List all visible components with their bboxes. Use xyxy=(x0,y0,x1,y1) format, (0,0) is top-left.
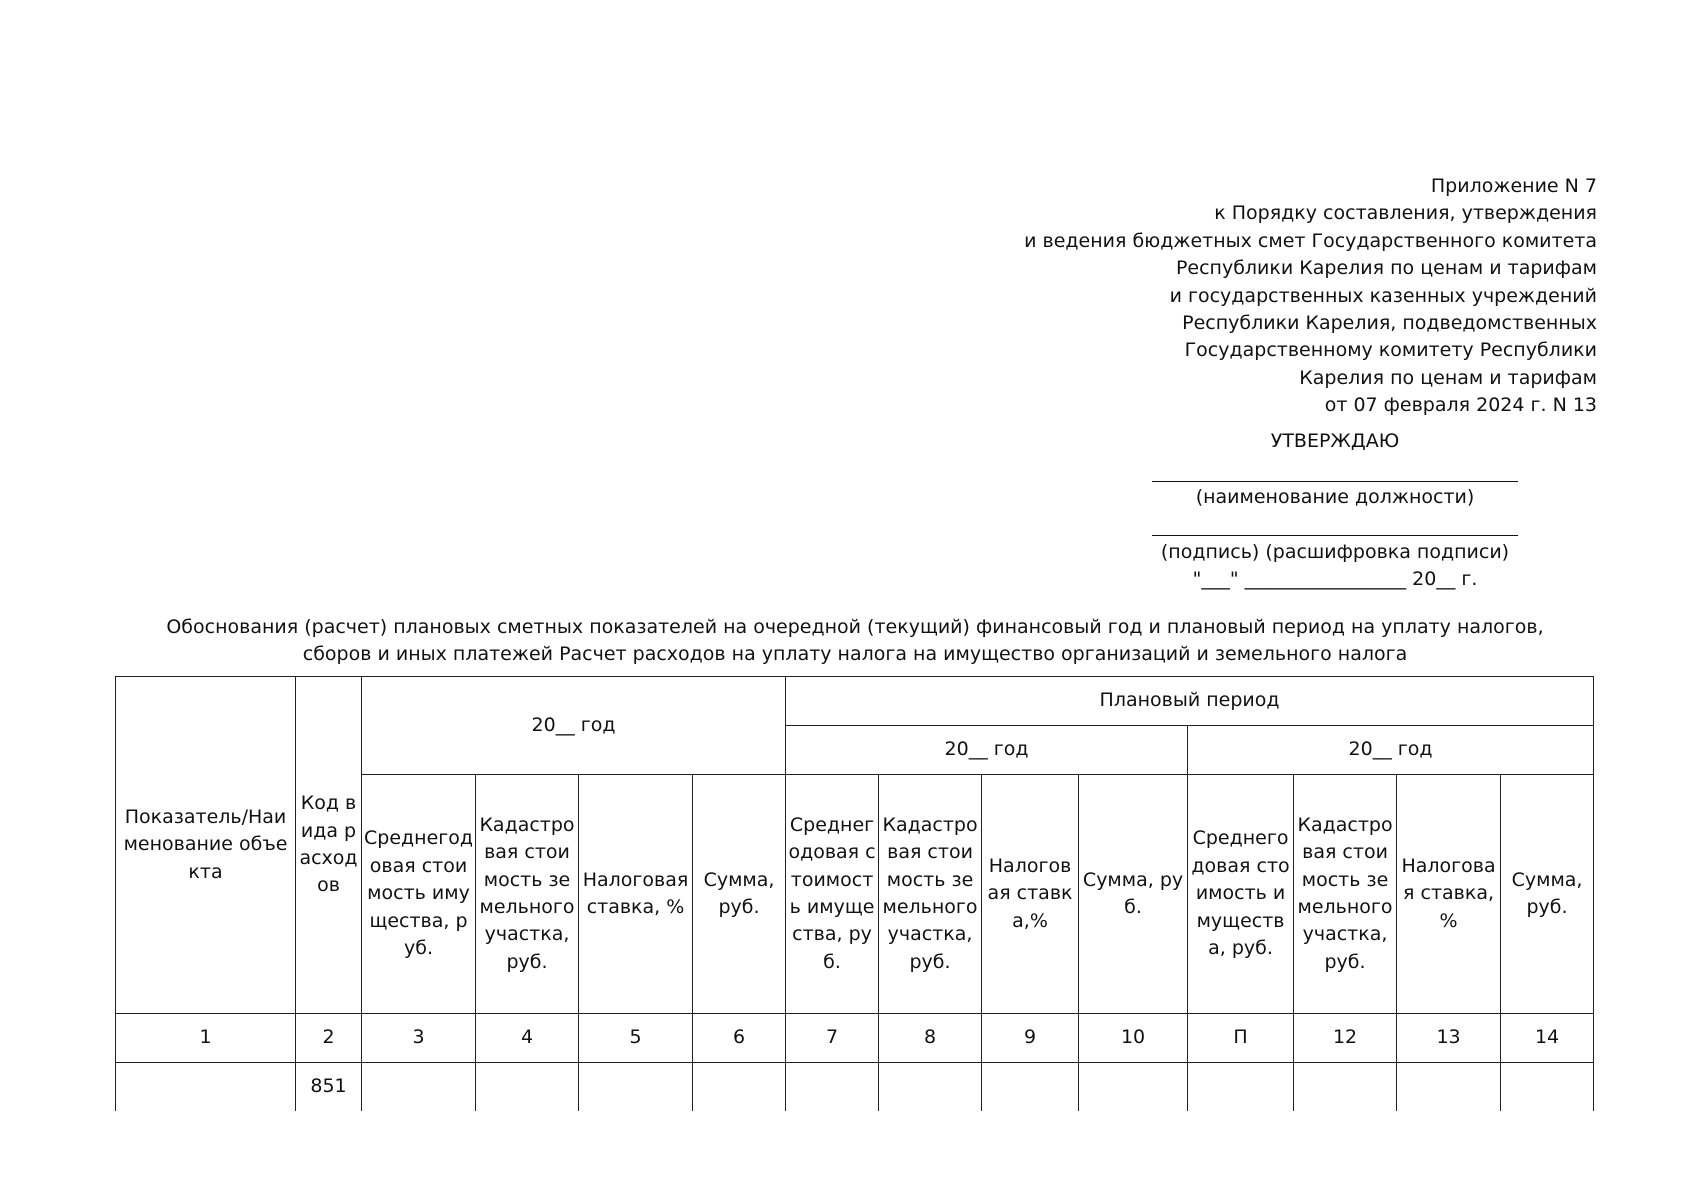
position-caption: (наименование должности) xyxy=(1195,486,1475,508)
appendix-line: Республики Карелия, подведомственных xyxy=(1182,312,1597,335)
column-number: П xyxy=(1188,1014,1294,1063)
cell-empty xyxy=(1501,1063,1594,1112)
column-number: 2 xyxy=(296,1014,362,1063)
appendix-line: Приложение N 7 xyxy=(1430,175,1597,197)
appendix-line: и государственных казенных учреждений xyxy=(1169,284,1597,307)
header-expense-code: Код вида расходов xyxy=(296,677,362,1014)
appendix-line: Карелия по ценам и тарифам xyxy=(1299,366,1597,389)
column-number: 7 xyxy=(786,1014,879,1063)
header-tax-rate: Налоговая ставка, % xyxy=(1397,775,1501,1014)
header-sum: Сумма, руб. xyxy=(1501,775,1594,1014)
document-title: Обоснования (расчет) плановых сметных показателей на очередной (текущий) финансовый год и плановый период на уплату налогов, сборов и иных платежей Расчет расходов на уплату налога на имущество организаций и земельного налога xyxy=(166,616,1544,665)
cell-empty xyxy=(362,1063,476,1112)
header-planning-year-2: 20__ год xyxy=(1188,726,1594,775)
cell-empty xyxy=(879,1063,982,1112)
header-cadastral-value: Кадастровая стоимость земельного участка, руб. xyxy=(476,775,579,1014)
appendix-line: к Порядку составления, утверждения xyxy=(1214,202,1597,225)
approval-date-line: "___" _________________ 20__ г. xyxy=(1192,568,1478,590)
header-cadastral-value: Кадастровая стоимость земельного участка, руб. xyxy=(1294,775,1397,1014)
column-number: 8 xyxy=(879,1014,982,1063)
header-planning-period: Плановый период xyxy=(786,677,1594,726)
column-number: 5 xyxy=(579,1014,693,1063)
appendix-header xyxy=(1024,173,1597,420)
header-avg-property-cost: Среднегодовая стоимость имущества, руб. xyxy=(1188,775,1294,1014)
cell-empty xyxy=(786,1063,879,1112)
column-number: 12 xyxy=(1294,1014,1397,1063)
appendix-line: и ведения бюджетных смет Государственного комитета xyxy=(1024,229,1597,252)
header-planning-year-1: 20__ год xyxy=(786,726,1188,775)
column-number: 1 xyxy=(116,1014,296,1063)
header-sum: Сумма, руб. xyxy=(693,775,786,1014)
signature-caption: (подпись) (расшифровка подписи) xyxy=(1160,541,1510,563)
header-avg-property-cost: Среднегодовая стоимость имущества, руб. xyxy=(362,775,476,1014)
tax-calculation-table xyxy=(115,676,1594,1111)
column-number: 4 xyxy=(476,1014,579,1063)
cell-empty xyxy=(476,1063,579,1112)
header-tax-rate: Налоговая ставка,% xyxy=(982,775,1079,1014)
table-row xyxy=(116,1063,1594,1112)
signature-line xyxy=(1152,535,1518,536)
cell-empty xyxy=(1079,1063,1188,1112)
cell-empty xyxy=(1397,1063,1501,1112)
header-avg-property-cost: Среднегодовая стоимость имущества, руб. xyxy=(786,775,879,1014)
approval-word: УТВЕРЖДАЮ xyxy=(1270,430,1400,452)
column-number: 6 xyxy=(693,1014,786,1063)
header-sum: Сумма, руб. xyxy=(1079,775,1188,1014)
cell-empty xyxy=(1188,1063,1294,1112)
position-signature-line xyxy=(1152,481,1518,482)
column-number: 10 xyxy=(1079,1014,1188,1063)
cell-indicator xyxy=(116,1063,296,1112)
column-number: 3 xyxy=(362,1014,476,1063)
cell-empty xyxy=(1294,1063,1397,1112)
appendix-line: Государственному комитету Республики xyxy=(1184,339,1597,362)
appendix-line: Республики Карелия по ценам и тарифам xyxy=(1175,257,1597,280)
cell-empty xyxy=(693,1063,786,1112)
header-indicator: Показатель/Наименование объекта xyxy=(116,677,296,1014)
cell-empty xyxy=(982,1063,1079,1112)
cell-empty xyxy=(579,1063,693,1112)
header-cadastral-value: Кадастровая стоимость земельного участка, руб. xyxy=(879,775,982,1014)
header-tax-rate: Налоговая ставка, % xyxy=(579,775,693,1014)
header-current-year: 20__ год xyxy=(362,677,786,775)
column-number: 9 xyxy=(982,1014,1079,1063)
appendix-line: от 07 февраля 2024 г. N 13 xyxy=(1324,394,1597,417)
cell-expense-code: 851 xyxy=(296,1063,362,1112)
column-number-row xyxy=(116,1014,1594,1063)
column-number: 13 xyxy=(1397,1014,1501,1063)
column-number: 14 xyxy=(1501,1014,1594,1063)
